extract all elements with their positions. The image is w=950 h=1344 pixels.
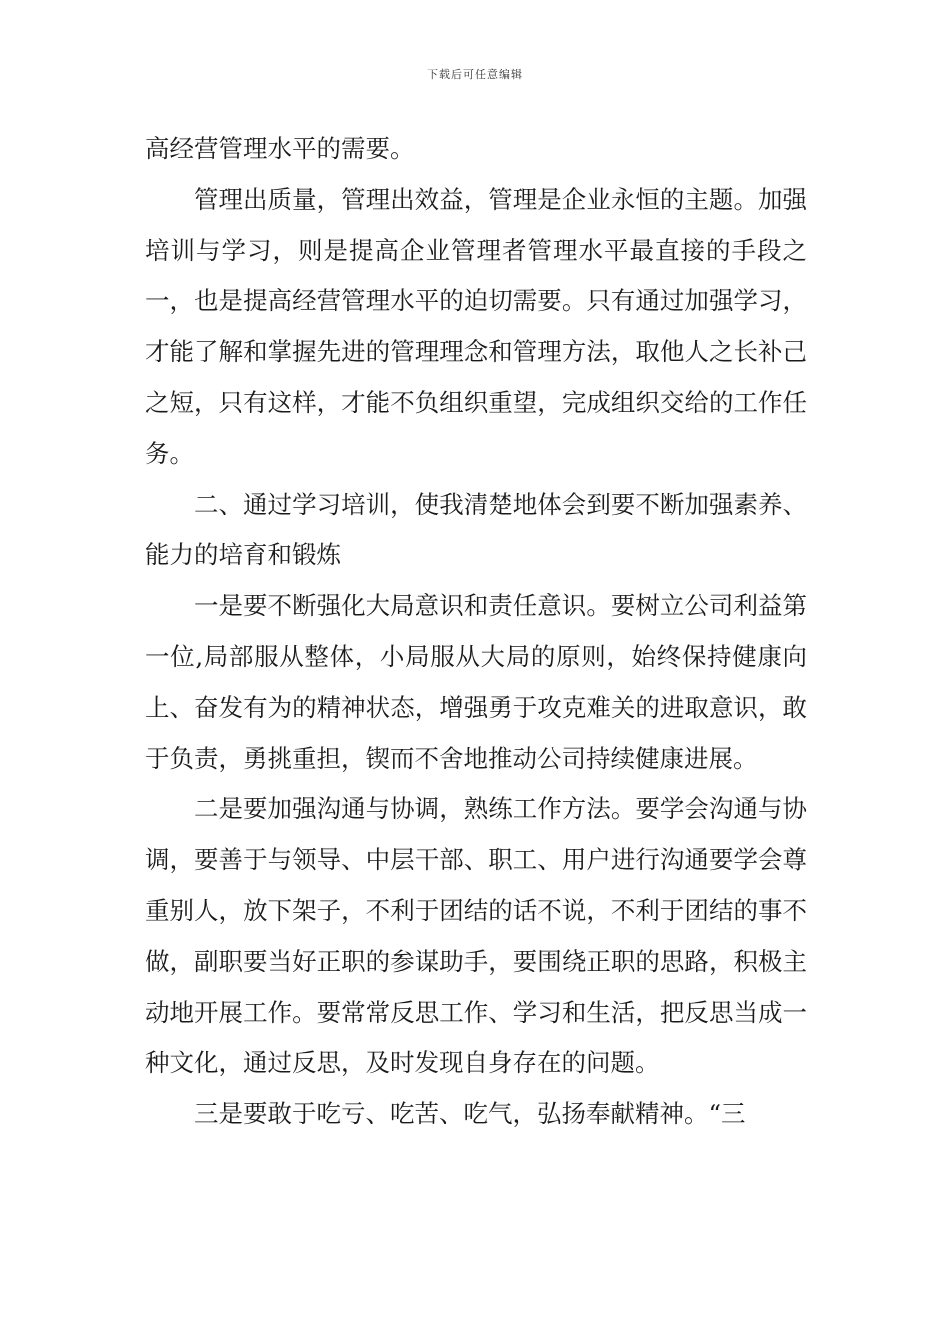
header-note: 下载后可任意编辑: [427, 68, 523, 81]
paragraph-section-heading-2: 二、通过学习培训，使我清楚地体会到要不断加强素养、能力的培育和锻炼: [145, 489, 807, 570]
paragraph-point-2: 二是要加强沟通与协调，熟练工作方法。要学会沟通与协调，要善于与领导、中层干部、职工、用户进行沟通要学会尊重别人，放下架子，不利于团结的话不说，不利于团结的事不做，副职要当好正职的参谋助手，要围绕正职的思路，积极主动地开展工作。要常常反思工作、学习和生活，把反思当成一种文化，通过反思，及时发现自身存在的问题。: [145, 794, 807, 1078]
paragraph-point-3: 三是要敢于吃亏、吃苦、吃气，弘扬奉献精神。“三: [194, 1099, 746, 1129]
document-body: [145, 124, 807, 1140]
paragraph-continuation: 高经营管理水平的需要。: [145, 134, 415, 163]
paragraph-point-1: 一是要不断强化大局意识和责任意识。要树立公司利益第一位,局部服从整体，小局服从大局的原则，始终保持健康向上、奋发有为的精神状态，增强勇于攻克难关的进取意识，敢于负责，勇挑重担，锲而不舍地推动公司持续健康进展。: [145, 591, 807, 773]
paragraph-management: 管理出质量，管理出效益，管理是企业永恒的主题。加强培训与学习，则是提高企业管理者管理水平最直接的手段之一，也是提高经营管理水平的迫切需要。只有通过加强学习，才能了解和掌握先进的管理理念和管理方法，取他人之长补己之短，只有这样，才能不负组织重望，完成组织交给的工作任务。: [145, 184, 807, 468]
